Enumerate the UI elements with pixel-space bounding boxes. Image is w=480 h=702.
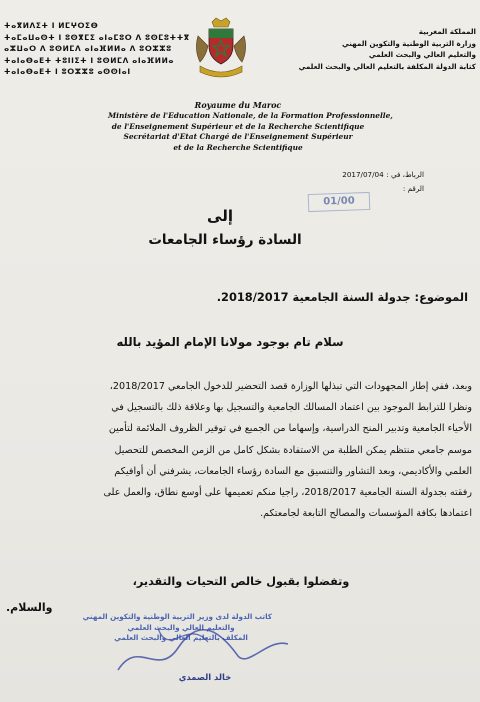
tifinagh-line: ⵜⴰⵏⴰⴱⴰⴹⵜ ⵏ ⵓⵔⵣⵣⵓ ⴰⵙⵙⵏⴰⵏ [4, 67, 131, 77]
tifinagh-header [4, 20, 190, 78]
stamp-line: كاتب الدولة لدى وزير التربية الوطنية والتكوين المهني [82, 612, 272, 621]
city-label: الرباط، في : [386, 170, 424, 179]
body-line: ونظرا للترابط الموجود بين اعتماد المسالك الجامعية والتسجيل بها وعلاقة ذلك بالتسجيل في [111, 402, 472, 414]
signer-name: خالد الصمدي [178, 672, 232, 682]
french-header-line: Secrétariat d'Etat Chargé de l'Enseignement Supérieur [123, 132, 353, 142]
coat-of-arms-emblem [192, 16, 250, 86]
subject-line: الموضوع: جدولة السنة الجامعية 2018/2017. [216, 290, 468, 304]
tifinagh-line: ⵜⴰⴳⵍⴷⵉⵜ ⵏ ⵍⵎⵖⵔⵉⴱ [4, 21, 99, 30]
tifinagh-line: ⵜⴰⵎⴰⵡⴰⵙⵜ ⵏ ⵓⵙⴳⵎⵉ ⴰⵏⴰⵎⵓⵔ ⴷ ⵓⵙⵎⵓⵜⵜⴳ [4, 32, 190, 42]
french-header [108, 100, 393, 154]
arabic-header [298, 26, 476, 72]
date-value: 2017/07/04 [342, 170, 384, 179]
french-header-line: Ministère de l'Education Nationale, de la Formation Professionnelle, [108, 110, 393, 120]
body-line: اعتمادها بكافة المؤسسات والمصالح التابعة لجامعتكم. [260, 508, 472, 520]
arabic-header-line: والتعليم العالي والبحث العلمي [368, 50, 476, 60]
stamp-line: المكلف بالتعليم العالي والبحث العلمي [114, 633, 248, 642]
to-label: إلى [207, 207, 233, 225]
addressee: السادة رؤساء الجامعات [148, 232, 302, 248]
stamp-line: والتعليم العالي والبحث العلمي [127, 622, 235, 632]
body-line: موسم جامعي منتظم يمكن الطلبة من الاستفادة بشكل كامل من الزمن المخصص للتحصيل [114, 444, 472, 456]
arabic-header-line: كتابة الدولة المكلفة بالتعليم العالي والبحث العلمي [298, 61, 476, 71]
french-header-line: Royaume du Maroc [194, 100, 282, 110]
salutation: سلام تام بوجود مولانا الإمام المؤيد بالله [116, 335, 344, 349]
salam: والسلام. [6, 601, 53, 614]
date-line [264, 168, 424, 182]
french-header-line: et de la Recherche Scientifique [173, 143, 303, 153]
letter-body [8, 376, 472, 524]
closing-line: وتفضلوا بقبول خالص التحيات والتقدير، [132, 575, 350, 588]
tifinagh-line: ⴰⵣⵡⴰⵔ ⴷ ⵓⵙⵍⵎⴷ ⴰⵏⴰⴼⵍⵍⴰ ⴷ ⵓⵔⵣⵣⵓ [4, 44, 172, 54]
tifinagh-line: ⵜⴰⵏⴰⴱⴰⴹⵜ ⵜⵓⵏⵏⵉⵜ ⵏ ⵓⵙⵍⵎⴷ ⴰⵏⴰⴼⵍⵍⴰ [4, 55, 175, 65]
number-label: الرقم : [402, 184, 424, 193]
body-line: العلمي والأكاديمي، وبعد التشاور والتنسيق مع السادة رؤساء الجامعات، يشرفني أن أوافيكم [114, 465, 472, 477]
body-line: الأحياء الجامعية وتدبير المنح الدراسية، وإسهاما من الجميع في توفير الظروف الملائمة لتأمين [108, 423, 472, 435]
body-line: وبعد، ففي إطار المجهودات التي تبذلها الوزارة قصد التحضير للدخول الجامعي 2018/2017، [109, 381, 472, 392]
body-line: رفقته بجدولة السنة الجامعية 2018/2017، راجيا منكم تعميمها على أوسع نطاق، والعمل على [103, 487, 472, 499]
arabic-header-line: المملكة المغربية [418, 27, 476, 36]
reference-stamp: 01/00 [308, 192, 371, 212]
arabic-header-line: وزارة التربية الوطنية والتكوين المهني [341, 38, 476, 48]
french-header-line: de l'Enseignement Supérieur et de la Recherche Scientifique [111, 121, 365, 131]
